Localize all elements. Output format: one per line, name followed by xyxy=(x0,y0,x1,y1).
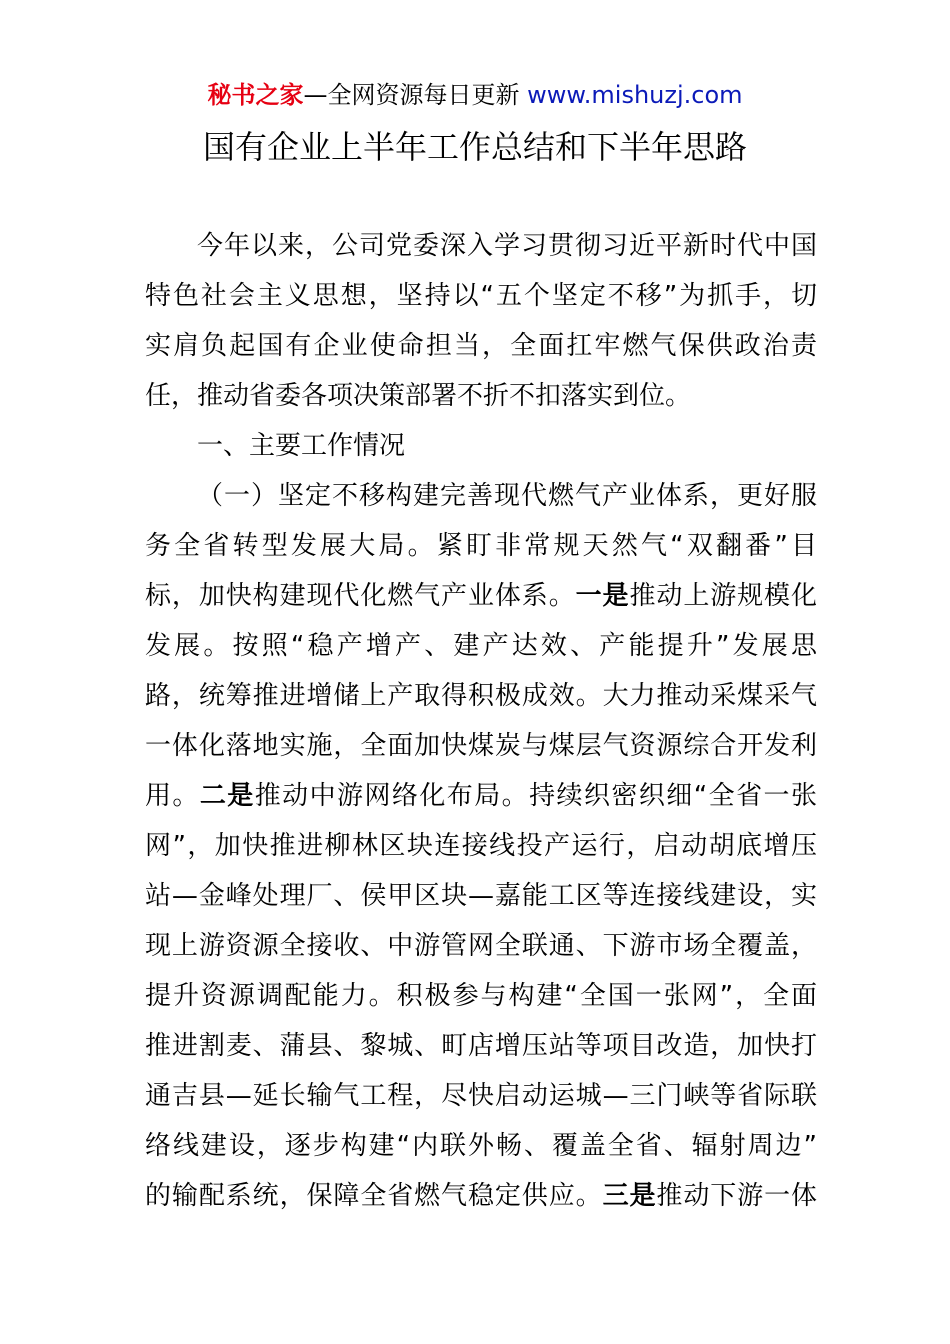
paragraph-line: 现上游资源全接收、中游管网全联通、下游市场全覆盖， xyxy=(145,931,817,961)
bold-marker: 三是 xyxy=(602,1181,657,1211)
paragraph-line: 任，推动省委各项决策部署不折不扣落实到位。 xyxy=(145,381,692,411)
line-segment: 推动中游网络化布局。持续织密织细“全省一张 xyxy=(254,781,817,811)
site-tagline: —全网资源每日更新 xyxy=(303,81,528,109)
subsection-paragraph xyxy=(145,471,817,1221)
intro-paragraph xyxy=(145,221,817,421)
paragraph-line: 提升资源调配能力。积极参与构建“全国一张网”，全面 xyxy=(145,981,817,1011)
line-segment: 的输配系统，保障全省燃气稳定供应。 xyxy=(145,1181,603,1211)
line-segment: 用。 xyxy=(145,781,200,811)
paragraph-line: （一）坚定不移构建完善现代燃气产业体系，更好服 xyxy=(197,481,817,511)
line-segment: 推动下游一体 xyxy=(656,1181,817,1211)
paragraph-line: 通吉县—延长输气工程，尽快启动运城—三门峡等省际联 xyxy=(145,1081,817,1111)
line-segment: 标，加快构建现代化燃气产业体系。 xyxy=(145,581,576,611)
bold-marker: 二是 xyxy=(199,781,255,811)
paragraph-line: 实肩负起国有企业使命担当，全面扛牢燃气保供政治责 xyxy=(145,331,817,361)
paragraph-line: 一体化落地实施，全面加快煤炭与煤层气资源综合开发利 xyxy=(145,731,817,761)
section-heading: 一、主要工作情况 xyxy=(197,431,406,461)
site-header xyxy=(0,78,950,112)
paragraph-line xyxy=(145,1171,817,1221)
bold-marker: 一是 xyxy=(575,581,630,611)
paragraph-line xyxy=(145,571,817,621)
paragraph-line xyxy=(145,771,817,821)
paragraph-line: 务全省转型发展大局。紧盯非常规天然气“双翻番”目 xyxy=(145,531,817,561)
paragraph-line: 路，统筹推进增储上产取得积极成效。大力推动采煤采气 xyxy=(145,681,817,711)
line-segment: 推动上游规模化 xyxy=(629,581,817,611)
paragraph-line: 推进割麦、蒲县、黎城、町店增压站等项目改造，加快打 xyxy=(145,1031,817,1061)
paragraph-line: 特色社会主义思想，坚持以“五个坚定不移”为抓手，切 xyxy=(145,281,817,311)
site-url-link[interactable]: www.mishuzj.com xyxy=(527,81,743,109)
section-heading-block xyxy=(145,421,817,471)
paragraph-line: 发展。按照“稳产增产、建产达效、产能提升”发展思 xyxy=(145,631,817,661)
paragraph-line: 今年以来，公司党委深入学习贯彻习近平新时代中国 xyxy=(197,231,817,261)
paragraph-line: 网”，加快推进柳林区块连接线投产运行，启动胡底增压 xyxy=(145,831,817,861)
paragraph-line: 站—金峰处理厂、侯甲区块—嘉能工区等连接线建设，实 xyxy=(145,881,817,911)
brand-name: 秘书之家 xyxy=(207,81,304,109)
paragraph-line: 络线建设，逐步构建“内联外畅、覆盖全省、辐射周边” xyxy=(145,1131,817,1161)
document-title: 国有企业上半年工作总结和下半年思路 xyxy=(202,128,747,166)
